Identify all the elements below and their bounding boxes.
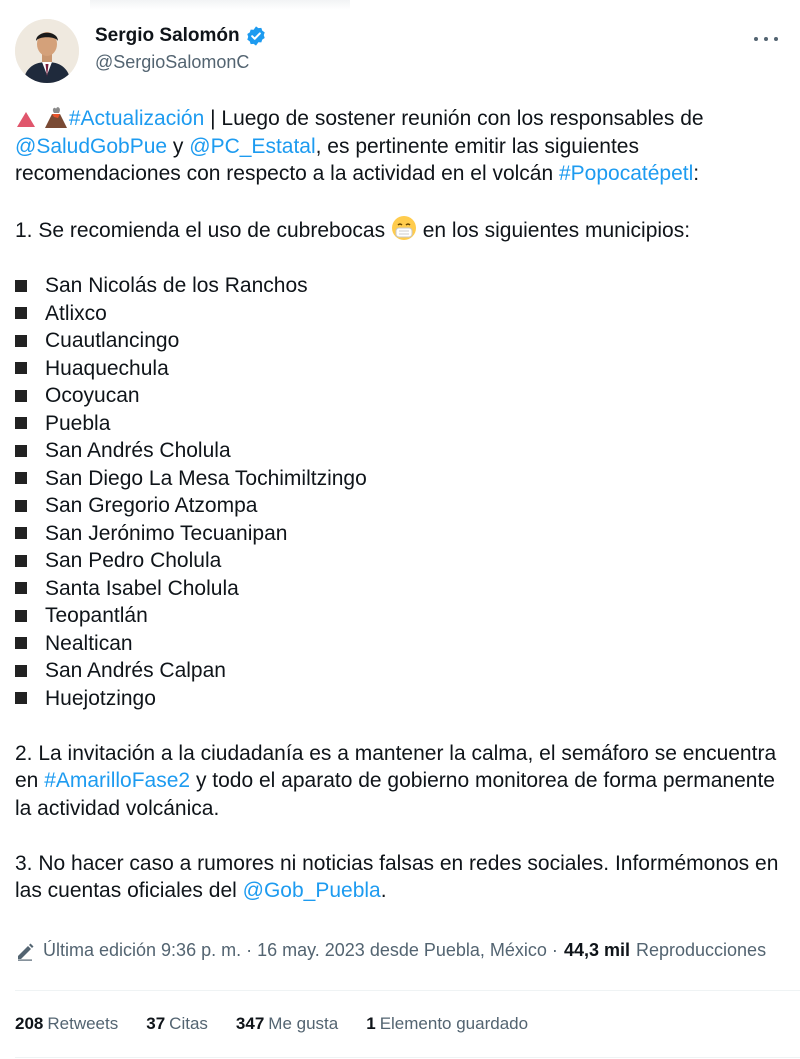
point-1-text-b: en los siguientes municipios:	[416, 219, 691, 242]
author-handle[interactable]: @SergioSalomonC	[95, 52, 250, 72]
list-item	[15, 355, 785, 383]
municipality-name: San Gregorio Atzompa	[45, 494, 258, 517]
bullet-square-icon	[15, 582, 27, 594]
bullet-square-icon	[15, 280, 27, 292]
mention-gob-puebla[interactable]: @Gob_Puebla	[242, 879, 381, 902]
list-item	[15, 657, 785, 685]
likes-count: 347	[235, 1014, 265, 1033]
municipality-name: Atlixco	[45, 301, 107, 325]
quotes-stat[interactable]	[146, 1014, 208, 1034]
bullet-square-icon	[15, 445, 27, 457]
list-item	[15, 492, 785, 520]
author-name[interactable]: Sergio Salomón	[95, 25, 240, 46]
bullet-square-icon	[15, 307, 27, 319]
mask-face-icon	[391, 215, 417, 241]
bullet-square-icon	[15, 500, 27, 512]
bookmarks-label: Elemento guardado	[379, 1014, 529, 1033]
divider	[15, 990, 800, 991]
intro-text-2: y	[167, 134, 190, 158]
bullet-square-icon	[15, 692, 27, 704]
edit-pencil-icon	[15, 941, 35, 961]
intro-text-1: | Luego de sostener reunión con los responsables de	[204, 107, 704, 130]
list-item	[15, 630, 785, 658]
volcano-icon	[43, 103, 69, 129]
point-3	[15, 850, 785, 905]
intro-text-3: , es pertinente emitir las siguientes recomendaciones con respecto a la actividad en el volcán	[15, 134, 639, 185]
municipality-name: Nealtican	[45, 631, 133, 655]
list-item	[15, 520, 785, 548]
top-fade	[90, 0, 350, 10]
bullet-square-icon	[15, 362, 27, 374]
municipality-name: Puebla	[45, 411, 111, 435]
bullet-square-icon	[15, 610, 27, 622]
likes-label: Me gusta	[268, 1014, 339, 1033]
tweet-intro	[15, 103, 785, 188]
bullet-square-icon	[15, 417, 27, 429]
bookmarks-count: 1	[366, 1014, 376, 1033]
quotes-label: Citas	[169, 1014, 208, 1033]
more-options-icon[interactable]	[749, 29, 783, 49]
likes-stat[interactable]	[236, 1014, 338, 1034]
point-1	[15, 215, 785, 245]
tweet-meta	[15, 940, 800, 961]
municipality-name: San Andrés Cholula	[45, 439, 231, 462]
list-item	[15, 685, 785, 713]
retweets-count: 208	[15, 1014, 44, 1033]
views-count: 44,3 mil	[563, 940, 630, 960]
municipality-list	[15, 272, 785, 712]
point-2	[15, 740, 785, 823]
intro-end: :	[693, 162, 700, 185]
bottom-divider	[15, 1057, 800, 1058]
bullet-square-icon	[15, 555, 27, 567]
mention-pc-estatal[interactable]: @PC_Estatal	[189, 134, 316, 158]
bullet-square-icon	[15, 390, 27, 402]
municipality-name: Cuautlancingo	[45, 329, 180, 352]
municipality-name: Teopantlán	[45, 604, 148, 627]
bullet-square-icon	[15, 665, 27, 677]
hashtag-amarillofase2[interactable]: #AmarilloFase2	[44, 769, 191, 792]
list-item	[15, 382, 785, 410]
list-item	[15, 547, 785, 575]
municipality-name: San Pedro Cholula	[45, 549, 222, 572]
list-item	[15, 602, 785, 630]
bookmarks-stat[interactable]	[366, 1014, 528, 1034]
bullet-square-icon	[15, 472, 27, 484]
municipality-name: San Jerónimo Tecuanipan	[45, 521, 288, 545]
municipality-name: San Andrés Calpan	[45, 659, 226, 682]
point-2-text-b: y todo el aparato de gobierno monitorea de forma permanente la actividad volcánica.	[15, 769, 775, 820]
warning-triangle-icon	[15, 109, 37, 129]
verified-badge-icon	[245, 25, 267, 47]
engagement-stats	[15, 1014, 556, 1034]
hashtag-popocatepetl[interactable]: #Popocatépetl	[559, 162, 694, 185]
municipality-name: San Nicolás de los Ranchos	[45, 274, 308, 297]
retweets-label: Retweets	[47, 1014, 119, 1033]
point-3-text-a: 3. No hacer caso a rumores ni noticias falsas en redes sociales. Informémonos en las cuentas oficiales del	[15, 851, 779, 902]
bullet-square-icon	[15, 527, 27, 539]
list-item	[15, 327, 785, 355]
list-item	[15, 300, 785, 328]
municipality-name: Huaquechula	[45, 356, 169, 380]
list-item	[15, 272, 785, 300]
point-1-text-a: 1. Se recomienda el uso de cubrebocas	[15, 219, 391, 242]
mention-saludgobpue[interactable]: @SaludGobPue	[15, 134, 168, 158]
retweets-stat[interactable]	[15, 1014, 118, 1034]
list-item	[15, 410, 785, 438]
point-2-text-a: 2. La invitación a la ciudadanía es a mantener la calma, el semáforo se encuentra en	[15, 741, 777, 792]
list-item	[15, 437, 785, 465]
municipality-name: Santa Isabel Cholula	[45, 576, 239, 600]
avatar[interactable]	[15, 19, 79, 83]
list-item	[15, 465, 785, 493]
point-3-text-b: .	[380, 879, 387, 902]
tweet-text	[15, 103, 785, 905]
views-label: Reproducciones	[635, 940, 767, 960]
tweet-header	[15, 19, 785, 83]
edit-info[interactable]: Última edición 9:36 p. m. · 16 may. 2023 desde Puebla, México ·	[43, 940, 558, 960]
hashtag-actualizacion[interactable]: #Actualización	[68, 107, 205, 130]
list-item	[15, 575, 785, 603]
municipality-name: Ocoyucan	[45, 384, 140, 407]
bullet-square-icon	[15, 637, 27, 649]
municipality-name: San Diego La Mesa Tochimiltzingo	[45, 466, 367, 490]
quotes-count: 37	[146, 1014, 166, 1033]
bullet-square-icon	[15, 335, 27, 347]
municipality-name: Huejotzingo	[45, 686, 156, 710]
